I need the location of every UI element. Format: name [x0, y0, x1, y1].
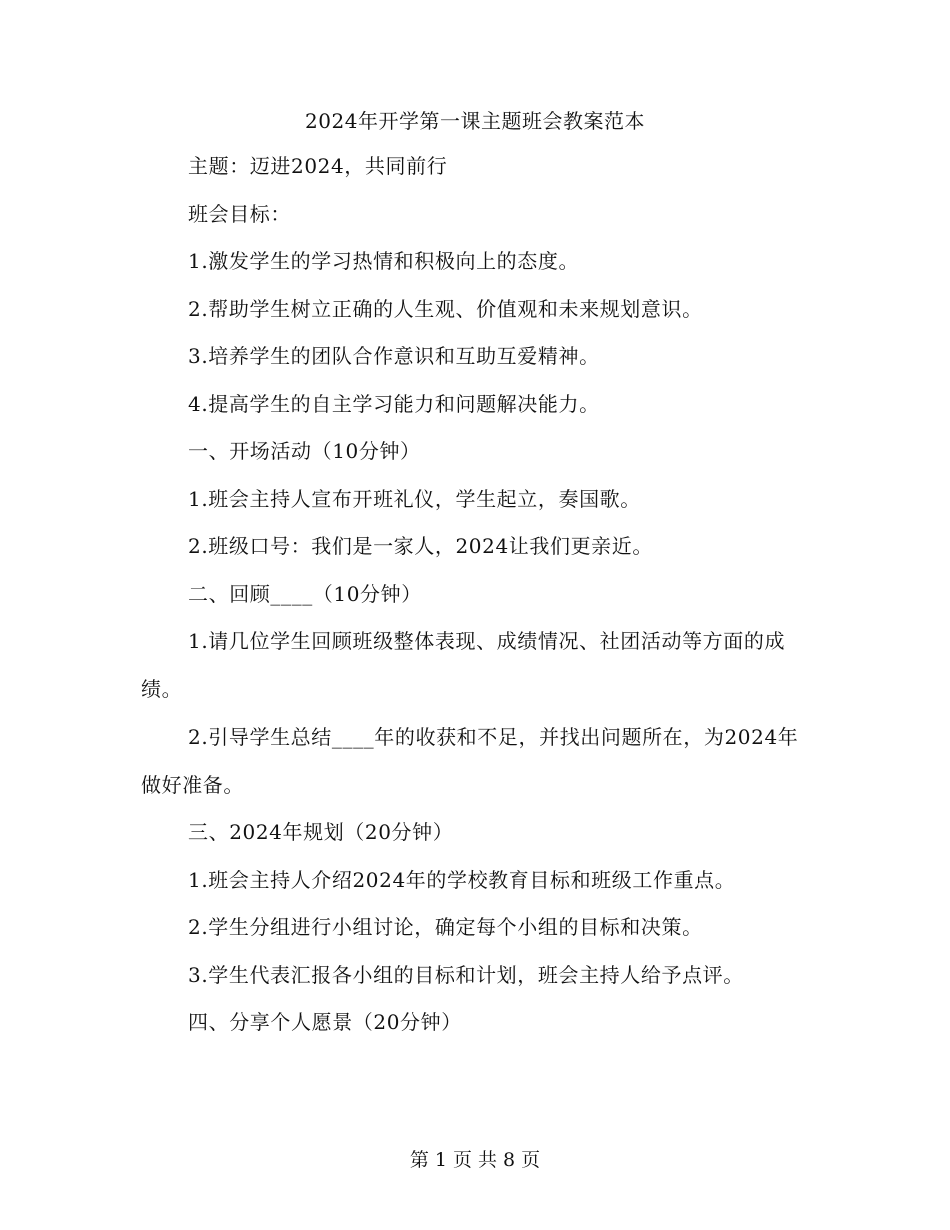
document-title: 2024年开学第一课主题班会教案范本 — [305, 109, 645, 133]
section-item: 2.学生分组进行小组讨论，确定每个小组的目标和决策。 — [188, 915, 703, 939]
objective-item: 1.激发学生的学习热情和积极向上的态度。 — [188, 249, 580, 273]
section-item: 2.引导学生总结____年的收获和不足，并找出问题所在，为2024年做好准备。 — [141, 724, 799, 797]
page-footer — [0, 1146, 950, 1174]
section-heading: 二、回顾____（10分钟） — [188, 581, 422, 606]
theme-line: 主题：迈进2024，共同前行 — [188, 154, 448, 178]
section-item: 1.班会主持人介绍2024年的学校教育目标和班级工作重点。 — [188, 867, 736, 892]
section-heading: 一、开场活动（10分钟） — [188, 439, 421, 463]
objective-item: 4.提高学生的自主学习能力和问题解决能力。 — [188, 391, 600, 416]
objective-item: 3.培养学生的团队合作意识和互助互爱精神。 — [188, 344, 600, 368]
section-item: 1.请几位学生回顾班级整体表现、成绩情况、社团活动等方面的成绩。 — [141, 629, 786, 701]
section-heading: 四、分享个人愿景（20分钟） — [188, 1010, 462, 1034]
objectives-heading: 班会目标： — [188, 201, 291, 226]
section-heading: 三、2024年规划（20分钟） — [188, 820, 454, 844]
objective-item: 2.帮助学生树立正确的人生观、价值观和未来规划意识。 — [188, 296, 703, 321]
section-item: 3.学生代表汇报各小组的目标和计划，班会主持人给予点评。 — [188, 962, 744, 987]
document-body — [141, 151, 811, 1055]
page-number: 第 1 页 共 8 页 — [409, 1149, 541, 1171]
section-item: 1.班会主持人宣布开班礼仪，学生起立，奏国歌。 — [188, 486, 641, 511]
section-item: 2.班级口号：我们是一家人，2024让我们更亲近。 — [188, 534, 653, 558]
